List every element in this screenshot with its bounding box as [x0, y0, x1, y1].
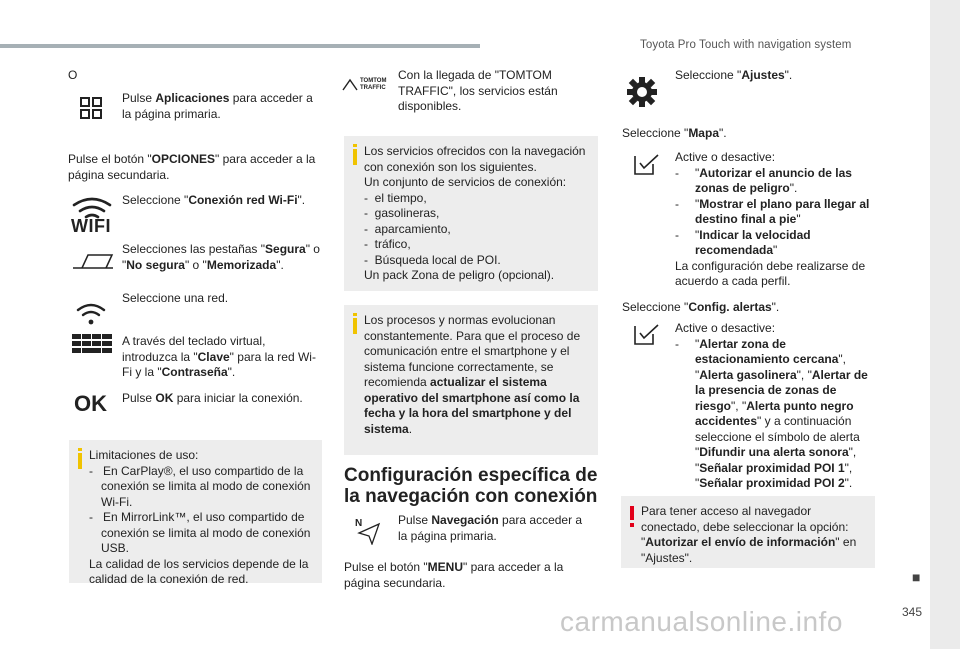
limits-item-carplay: - En CarPlay®, el uso compartido de la conexión se limita al modo de conexión Wi-Fi.: [89, 463, 311, 509]
toggle-item: - "Indicar la velocidad recomendada": [675, 227, 811, 257]
wifi-icon-label: WIFI: [71, 216, 111, 236]
services-item: - gasolineras,: [364, 206, 440, 220]
keyboard-icon: [72, 334, 112, 356]
update-recommendation-text: Los procesos y normas evolucionan constantemente. Para que el proceso de comunicación entre el smartphone y el sistema funcione correctamente, se recomienda actualizar el sistema operativo del smartphone así como la fecha y la hora del smartphone y del sistema.: [364, 313, 581, 436]
ok-icon: OK: [74, 391, 107, 416]
gear-icon: [626, 76, 658, 108]
tomtom-instruction: Con la llegada de "TOMTOM TRAFFIC", los servicios están disponibles.: [398, 68, 558, 113]
options-instruction: Pulse el botón "OPCIONES" para acceder a la página secundaria.: [68, 152, 316, 182]
services-item: - aparcamiento,: [364, 221, 451, 236]
services-subintro: Un conjunto de servicios de conexión:: [364, 175, 567, 189]
warning-note: [621, 496, 875, 568]
update-recommendation-note: [344, 305, 598, 455]
services-footer: Un pack Zona de peligro (opcional).: [364, 268, 555, 282]
page-edge-strip: [930, 0, 960, 649]
checkbox-icon: [634, 154, 660, 176]
toggle-item: - "Mostrar el plano para llegar al destino final a pie": [675, 196, 870, 226]
ok-instruction: Pulse OK para iniciar la conexión.: [122, 391, 303, 405]
watermark: carmanualsonline.info: [560, 606, 843, 637]
toggles-title: Active o desactive:: [675, 150, 776, 164]
info-icon: [353, 144, 357, 147]
services-item: - el tiempo,: [364, 190, 427, 205]
limits-item-mirrorlink: - En MirrorLink™, el uso compartido de conexión se limita al modo de conexión USB.: [89, 510, 311, 555]
header-title: Toyota Pro Touch with navigation system: [640, 39, 852, 51]
page-number: 345: [902, 605, 923, 619]
keyboard-instruction: A través del teclado virtual, introduzca la "Clave" para la red Wi-Fi y la "Contraseña".: [122, 334, 316, 379]
tabs-instruction: Selecciones las pestañas "Segura" o "No segura" o "Memorizada".: [122, 242, 320, 272]
info-icon: [78, 448, 82, 451]
tomtom-traffic-icon: TOMTOM TRAFFIC: [342, 78, 390, 92]
apps-grid-icon: [80, 97, 102, 119]
wifi-signal-icon: [76, 302, 106, 326]
section-title: Configuración específica de la navegación con conexión: [344, 465, 598, 507]
map-toggles: [675, 150, 875, 290]
toggle-item: - "Autorizar el anuncio de las zonas de peligro".: [675, 165, 852, 195]
services-item: - Búsqueda local de POI.: [364, 252, 501, 267]
o-label: O: [68, 68, 78, 82]
connected-services-note: [344, 136, 598, 291]
toggles-title: Active o desactive:: [675, 321, 776, 335]
checkbox-icon: [634, 324, 660, 346]
warning-icon: [630, 506, 634, 520]
navigation-icon: [355, 517, 381, 545]
svg-text:N: N: [355, 518, 363, 529]
toggles-footer: La configuración debe realizarse de acuerdo a cada perfil.: [675, 258, 866, 288]
settings-instruction: Seleccione "Ajustes".: [675, 68, 793, 82]
usage-limits-note: [69, 440, 322, 586]
menu-instruction: Pulse el botón "MENU" para acceder a la página secundaria.: [344, 560, 564, 590]
map-instruction: Seleccione "Mapa".: [622, 126, 727, 140]
alert-toggle-body: - "Alertar zona de estacionamiento cercana", "Alerta gasolinera", "Alertar de la presencia de zonas de riesgo", "Alerta punto negro accidentes" y a continuación seleccione el símbolo de alerta "Difundir una alerta sonora", "Señalar proximidad POI 1", "Señalar proximidad POI 2".: [675, 336, 868, 490]
alert-toggles: [675, 321, 875, 492]
info-icon: [353, 313, 357, 316]
navigation-instruction: Pulse Navegación para acceder a la página primaria.: [398, 513, 583, 543]
alerts-instruction: Seleccione "Config. alertas".: [622, 300, 780, 314]
services-intro: Los servicios ofrecidos con la navegación con conexión son los siguientes.: [364, 144, 586, 174]
limits-title: Limitaciones de uso:: [89, 448, 199, 462]
services-item: - tráfico,: [364, 237, 411, 251]
wifi-connection-icon: [70, 195, 114, 237]
tabs-icon: [72, 252, 114, 270]
continue-mark: ■: [912, 569, 921, 585]
limits-footer: La calidad de los servicios depende de la calidad de la conexión de red.: [89, 556, 309, 586]
wifi-instruction: Seleccione "Conexión red Wi-Fi".: [122, 193, 306, 207]
warning-text: Para tener acceso al navegador conectado, debe seleccionar la opción: "Autorizar el envío de información" en "Ajustes".: [641, 504, 857, 565]
apps-instruction: Pulse Aplicaciones para acceder a la página primaria.: [122, 91, 313, 121]
select-network-instruction: Seleccione una red.: [122, 291, 229, 305]
header-rule: [0, 44, 480, 48]
